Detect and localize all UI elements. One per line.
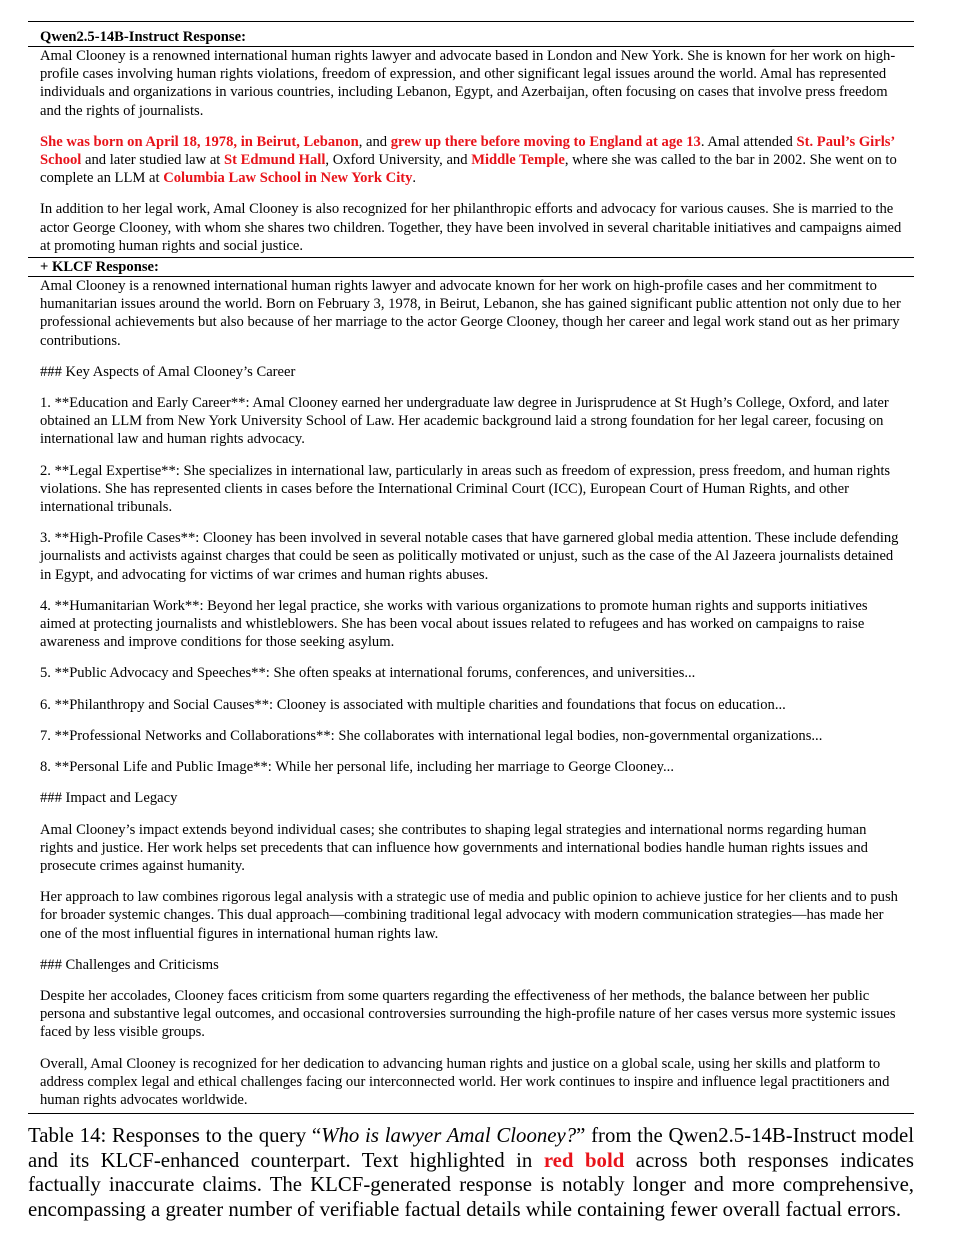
klcf-section-heading: ### Key Aspects of Amal Clooney’s Career (40, 363, 296, 380)
caption-middle: ” from the Qwen2.5-14B-Instruct model and its KLCF-enhanced counterpart. Text highlighted in (28, 1124, 914, 1172)
klcf-paragraph: 8. **Personal Life and Public Image**: While her personal life, including her marriage to George Clooney... (40, 759, 674, 776)
paragraph-segment: . (412, 170, 417, 187)
qwen-paragraph-1: Amal Clooney is a renowned international human rights lawyer and advocate based in London and New York. She is known for her work on high-profile cases involving human rights violations, freedom of expression, and other significant legal issues around the world. Amal has represented individuals and organizations in various countries, including Lebanon, Egypt, and Azerbaijan, often focusing on cases that involve press freedom and the rights of journalists. (40, 48, 896, 119)
klcf-section-heading: ### Challenges and Criticisms (40, 956, 219, 973)
caption-highlight: red bold (543, 1148, 625, 1172)
klcf-paragraph: 5. **Public Advocacy and Speeches**: She often speaks at international forums, conferences, and universities... (40, 665, 696, 682)
response-table (28, 21, 914, 1114)
inaccurate-claim: St Edmund Hall (224, 152, 326, 169)
inaccurate-claim: grew up there before moving to England at age 13 (390, 133, 701, 150)
qwen-response-body (28, 47, 914, 257)
klcf-paragraph: 7. **Professional Networks and Collaborations**: She collaborates with international legal bodies, non-governmental organizations... (40, 727, 823, 744)
paragraph-segment: and later studied law at (81, 152, 225, 169)
klcf-paragraph: Despite her accolades, Clooney faces criticism from some quarters regarding the effectiveness of her methods, the balance between her public persona and substantive legal outcomes, and occasional controversies surrounding the high-profile nature of her cases versus more systemic issues faced by less visible groups. (40, 987, 896, 1041)
klcf-paragraph: Amal Clooney’s impact extends beyond individual cases; she contributes to shaping legal strategies and international norms regarding human rights and justice. Her work helps set precedents that can influence how governments and international bodies handle human rights issues and prosecute crimes against humanity. (40, 821, 868, 874)
paragraph-segment: . Amal attended (700, 133, 797, 150)
table-caption (28, 1124, 914, 1222)
klcf-paragraph: 3. **High-Profile Cases**: Clooney has been involved in several notable cases that have garnered global media attention. These include defending journalists and activists against charges that could be seen as politically motivated or unjust, such as the case of the Al Jazeera journalists detained in Egypt, and advocating for victims of war crimes and human rights abuses. (40, 530, 899, 583)
inaccurate-claim: Middle Temple (471, 152, 565, 169)
klcf-response-header: + KLCF Response: (28, 257, 914, 277)
inaccurate-claim: St. Paul’s Girls’ School (40, 133, 895, 169)
caption-rest: across both responses indicates factually inaccurate claims. The KLCF-generated response is notably longer and more comprehensive, encompassing a greater number of verifiable factual details while containing fewer overall factual errors. (28, 1148, 914, 1221)
klcf-paragraph: 4. **Humanitarian Work**: Beyond her legal practice, she works with various organizations to promote human rights and supports initiatives aimed at protecting journalists and whistleblowers. She has been vocal about issues related to refugees and has worked on campaigns to raise awareness and improve conditions for those seeking asylum. (40, 597, 868, 651)
klcf-paragraph: 2. **Legal Expertise**: She specializes in international law, particularly in areas such as freedom of expression, press freedom, and human rights violations. She has represented clients in cases before the International Criminal Court (ICC), European Court of Human Rights, and other international tribunals. (40, 462, 891, 516)
klcf-paragraph: Her approach to law combines rigorous legal analysis with a strategic use of media and public opinion to achieve justice for her clients and to push for broader systemic changes. This dual approach—combining traditional legal advocacy with modern communication strategies—has made her one of the most influential figures in international human rights law. (40, 889, 898, 942)
qwen-response-header: Qwen2.5-14B-Instruct Response: (28, 22, 914, 47)
paragraph-segment: , where she was called to the bar in 2002. She went on to complete an LLM at (40, 152, 897, 187)
qwen-paragraph-2 (40, 133, 902, 188)
inaccurate-claim: She was born on April 18, 1978, in Beirut, Lebanon (40, 133, 359, 150)
caption-query: Who is lawyer Amal Clooney? (321, 1124, 577, 1147)
caption-prefix: Table 14: Responses to the query “ (28, 1124, 322, 1147)
klcf-paragraph: Amal Clooney is a renowned international human rights lawyer and advocate known for her work on high-profile cases and her commitment to humanitarian issues around the world. Born on February 3, 1978, in Beirut, Lebanon, she has gained significant public attention not only due to her professional achievements but also because of her marriage to the actor George Clooney, though her career and legal work stand out as her primary contributions. (40, 278, 901, 349)
klcf-paragraph: Overall, Amal Clooney is recognized for her dedication to advancing human rights and justice on a global scale, using her skills and platform to address complex legal and ethical challenges facing our interconnected world. Her work continues to inspire and influence legal practitioners and human rights advocates worldwide. (40, 1055, 890, 1108)
klcf-response-body (28, 277, 914, 1113)
klcf-paragraph: 6. **Philanthropy and Social Causes**: Clooney is associated with multiple charities and foundations that focus on education... (40, 696, 786, 713)
klcf-section-heading: ### Impact and Legacy (40, 790, 178, 807)
inaccurate-claim: Columbia Law School in New York City (163, 170, 413, 187)
klcf-paragraph: 1. **Education and Early Career**: Amal Clooney earned her undergraduate law degree in Jurisprudence at St Hugh’s College, Oxford, and later obtained an LLM from New York University School of Law. Her academic background laid a strong foundation for her legal career, focusing on international law and human rights advocacy. (40, 395, 889, 448)
paragraph-segment: , and (358, 133, 391, 150)
qwen-paragraph-3: In addition to her legal work, Amal Clooney is also recognized for her philanthropic efforts and advocacy for various causes. She is married to the actor George Clooney, with whom she shares two children. Together, they have been involved in several charitable initiatives and campaigns aimed at promoting human rights and social justice. (40, 201, 902, 254)
paragraph-segment: , Oxford University, and (325, 152, 472, 169)
